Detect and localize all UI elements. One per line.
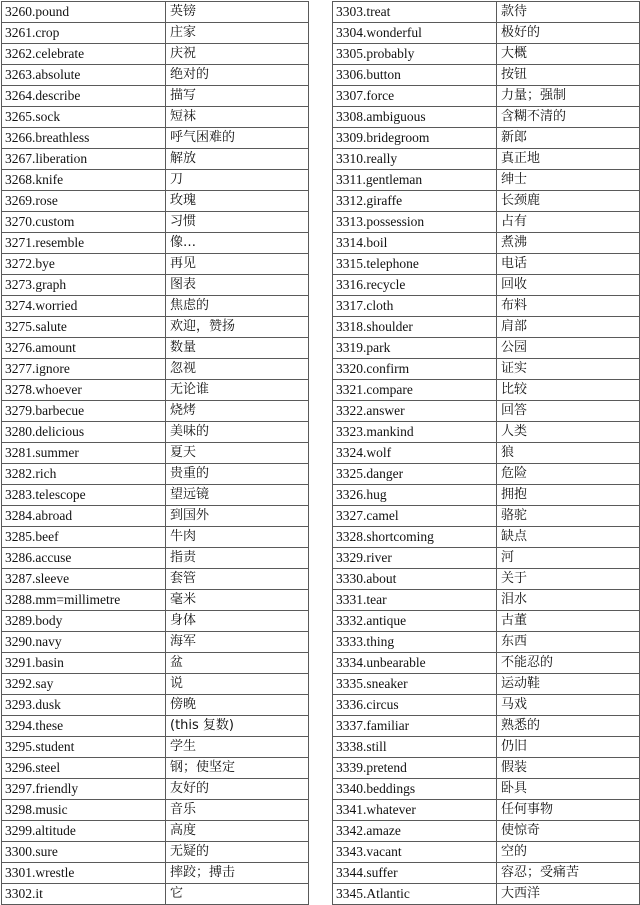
chinese-meaning-cell: 真正地 (497, 149, 640, 170)
chinese-meaning-cell: 骆驼 (497, 506, 640, 527)
vocab-table-right-body (333, 2, 640, 905)
chinese-meaning-cell: 数量 (166, 338, 309, 359)
english-word-cell: 3345.Atlantic (333, 884, 497, 905)
english-word-cell: 3312.giraffe (333, 191, 497, 212)
english-word-cell: 3290.navy (2, 632, 166, 653)
vocab-row (333, 863, 640, 884)
chinese-meaning-cell: 煮沸 (497, 233, 640, 254)
chinese-meaning-cell: 狼 (497, 443, 640, 464)
vocab-row (333, 737, 640, 758)
english-word-cell: 3324.wolf (333, 443, 497, 464)
vocab-table-left-body (2, 2, 309, 905)
chinese-meaning-cell: 描写 (166, 86, 309, 107)
english-word-cell: 3275.salute (2, 317, 166, 338)
vocab-row (333, 254, 640, 275)
vocab-row (333, 401, 640, 422)
vocab-row (333, 275, 640, 296)
english-word-cell: 3300.sure (2, 842, 166, 863)
english-word-cell: 3302.it (2, 884, 166, 905)
chinese-meaning-cell: 占有 (497, 212, 640, 233)
vocab-row (2, 2, 309, 23)
vocab-row (333, 464, 640, 485)
vocab-row (2, 275, 309, 296)
english-word-cell: 3286.accuse (2, 548, 166, 569)
chinese-meaning-cell: 证实 (497, 359, 640, 380)
vocab-row (2, 233, 309, 254)
chinese-meaning-cell: 傍晚 (166, 695, 309, 716)
vocab-row (333, 380, 640, 401)
english-word-cell: 3313.possession (333, 212, 497, 233)
vocab-row (2, 107, 309, 128)
english-word-cell: 3278.whoever (2, 380, 166, 401)
chinese-meaning-cell: 古董 (497, 611, 640, 632)
english-word-cell: 3337.familiar (333, 716, 497, 737)
english-word-cell: 3261.crop (2, 23, 166, 44)
vocab-row (2, 254, 309, 275)
english-word-cell: 3279.barbecue (2, 401, 166, 422)
english-word-cell: 3292.say (2, 674, 166, 695)
english-word-cell: 3307.force (333, 86, 497, 107)
english-word-cell: 3327.camel (333, 506, 497, 527)
vocab-row (2, 527, 309, 548)
english-word-cell: 3296.steel (2, 758, 166, 779)
english-word-cell: 3317.cloth (333, 296, 497, 317)
english-word-cell: 3325.danger (333, 464, 497, 485)
chinese-meaning-cell: 像… (166, 233, 309, 254)
vocab-row (333, 317, 640, 338)
vocab-row (2, 758, 309, 779)
chinese-meaning-cell: 海军 (166, 632, 309, 653)
vocab-row (333, 107, 640, 128)
vocab-row (2, 548, 309, 569)
vocab-row (2, 296, 309, 317)
chinese-meaning-cell: 音乐 (166, 800, 309, 821)
vocab-row (333, 359, 640, 380)
chinese-meaning-cell: 含糊不清的 (497, 107, 640, 128)
english-word-cell: 3344.suffer (333, 863, 497, 884)
chinese-meaning-cell: 运动鞋 (497, 674, 640, 695)
english-word-cell: 3297.friendly (2, 779, 166, 800)
english-word-cell: 3301.wrestle (2, 863, 166, 884)
vocab-row (2, 632, 309, 653)
english-word-cell: 3329.river (333, 548, 497, 569)
vocab-row (2, 506, 309, 527)
english-word-cell: 3270.custom (2, 212, 166, 233)
english-word-cell: 3287.sleeve (2, 569, 166, 590)
chinese-meaning-cell: 卧具 (497, 779, 640, 800)
english-word-cell: 3272.bye (2, 254, 166, 275)
vocab-row (333, 191, 640, 212)
vocab-row (2, 86, 309, 107)
english-word-cell: 3280.delicious (2, 422, 166, 443)
vocab-row (2, 863, 309, 884)
english-word-cell: 3265.sock (2, 107, 166, 128)
english-word-cell: 3276.amount (2, 338, 166, 359)
vocab-table-right (332, 1, 640, 905)
chinese-meaning-cell: 套管 (166, 569, 309, 590)
chinese-meaning-cell: 使惊奇 (497, 821, 640, 842)
chinese-meaning-cell: 缺点 (497, 527, 640, 548)
vocab-row (2, 611, 309, 632)
chinese-meaning-cell: 摔跤；搏击 (166, 863, 309, 884)
chinese-meaning-cell: 人类 (497, 422, 640, 443)
chinese-meaning-cell: 欢迎，赞扬 (166, 317, 309, 338)
chinese-meaning-cell: 忽视 (166, 359, 309, 380)
chinese-meaning-cell: 肩部 (497, 317, 640, 338)
english-word-cell: 3283.telescope (2, 485, 166, 506)
vocab-row (333, 128, 640, 149)
vocab-row (333, 611, 640, 632)
english-word-cell: 3277.ignore (2, 359, 166, 380)
english-word-cell: 3271.resemble (2, 233, 166, 254)
chinese-meaning-cell: 习惯 (166, 212, 309, 233)
chinese-meaning-cell: 河 (497, 548, 640, 569)
chinese-meaning-cell: 空的 (497, 842, 640, 863)
english-word-cell: 3339.pretend (333, 758, 497, 779)
chinese-meaning-cell: 贵重的 (166, 464, 309, 485)
chinese-meaning-cell: 指责 (166, 548, 309, 569)
vocab-row (333, 233, 640, 254)
chinese-meaning-cell: 假装 (497, 758, 640, 779)
vocab-row (333, 443, 640, 464)
chinese-meaning-cell: 公园 (497, 338, 640, 359)
chinese-meaning-cell: 图表 (166, 275, 309, 296)
chinese-meaning-cell: 焦虑的 (166, 296, 309, 317)
vocab-table-left (1, 1, 309, 905)
vocab-row (333, 149, 640, 170)
chinese-meaning-cell: 无论谁 (166, 380, 309, 401)
english-word-cell: 3343.vacant (333, 842, 497, 863)
chinese-meaning-cell: 身体 (166, 611, 309, 632)
english-word-cell: 3295.student (2, 737, 166, 758)
vocab-row (333, 569, 640, 590)
chinese-meaning-cell: 牛肉 (166, 527, 309, 548)
chinese-meaning-cell: 说 (166, 674, 309, 695)
english-word-cell: 3310.really (333, 149, 497, 170)
english-word-cell: 3322.answer (333, 401, 497, 422)
english-word-cell: 3266.breathless (2, 128, 166, 149)
vocab-row (333, 338, 640, 359)
chinese-meaning-cell: 力量；强制 (497, 86, 640, 107)
english-word-cell: 3320.confirm (333, 359, 497, 380)
english-word-cell: 3311.gentleman (333, 170, 497, 191)
vocab-row (333, 653, 640, 674)
vocab-row (333, 674, 640, 695)
vocab-row (333, 527, 640, 548)
english-word-cell: 3305.probably (333, 44, 497, 65)
vocab-row (333, 212, 640, 233)
chinese-meaning-cell: 刀 (166, 170, 309, 191)
vocab-row (2, 338, 309, 359)
english-word-cell: 3289.body (2, 611, 166, 632)
chinese-meaning-cell: 任何事物 (497, 800, 640, 821)
vocab-row (2, 212, 309, 233)
chinese-meaning-cell: 无疑的 (166, 842, 309, 863)
vocab-row (333, 485, 640, 506)
vocab-row (333, 716, 640, 737)
english-word-cell: 3260.pound (2, 2, 166, 23)
vocab-row (2, 779, 309, 800)
vocab-row (2, 884, 309, 905)
chinese-meaning-cell: 熟悉的 (497, 716, 640, 737)
chinese-meaning-cell: 款待 (497, 2, 640, 23)
vocab-row (333, 44, 640, 65)
english-word-cell: 3326.hug (333, 485, 497, 506)
english-word-cell: 3306.button (333, 65, 497, 86)
chinese-meaning-cell: (this 复数) (166, 716, 309, 737)
english-word-cell: 3342.amaze (333, 821, 497, 842)
english-word-cell: 3319.park (333, 338, 497, 359)
chinese-meaning-cell: 友好的 (166, 779, 309, 800)
chinese-meaning-cell: 夏天 (166, 443, 309, 464)
vocab-row (2, 443, 309, 464)
chinese-meaning-cell: 极好的 (497, 23, 640, 44)
vocab-row (2, 128, 309, 149)
english-word-cell: 3314.boil (333, 233, 497, 254)
vocab-row (333, 170, 640, 191)
chinese-meaning-cell: 比较 (497, 380, 640, 401)
english-word-cell: 3340.beddings (333, 779, 497, 800)
chinese-meaning-cell: 容忍；受痛苦 (497, 863, 640, 884)
chinese-meaning-cell: 盆 (166, 653, 309, 674)
chinese-meaning-cell: 新郎 (497, 128, 640, 149)
english-word-cell: 3332.antique (333, 611, 497, 632)
english-word-cell: 3285.beef (2, 527, 166, 548)
english-word-cell: 3341.whatever (333, 800, 497, 821)
english-word-cell: 3273.graph (2, 275, 166, 296)
english-word-cell: 3333.thing (333, 632, 497, 653)
vocab-row (2, 800, 309, 821)
chinese-meaning-cell: 泪水 (497, 590, 640, 611)
english-word-cell: 3328.shortcoming (333, 527, 497, 548)
chinese-meaning-cell: 不能忍的 (497, 653, 640, 674)
vocab-row (333, 884, 640, 905)
vocab-row (333, 23, 640, 44)
vocab-row (333, 800, 640, 821)
english-word-cell: 3284.abroad (2, 506, 166, 527)
vocab-row (2, 317, 309, 338)
english-word-cell: 3334.unbearable (333, 653, 497, 674)
english-word-cell: 3288.mm=millimetre (2, 590, 166, 611)
vocab-row (2, 380, 309, 401)
vocab-row (2, 569, 309, 590)
english-word-cell: 3262.celebrate (2, 44, 166, 65)
english-word-cell: 3274.worried (2, 296, 166, 317)
chinese-meaning-cell: 再见 (166, 254, 309, 275)
vocab-row (333, 779, 640, 800)
vocab-row (2, 401, 309, 422)
chinese-meaning-cell: 绅士 (497, 170, 640, 191)
vocab-row (333, 506, 640, 527)
chinese-meaning-cell: 大西洋 (497, 884, 640, 905)
chinese-meaning-cell: 长颈鹿 (497, 191, 640, 212)
chinese-meaning-cell: 呼气困难的 (166, 128, 309, 149)
english-word-cell: 3336.circus (333, 695, 497, 716)
vocab-row (2, 821, 309, 842)
vocab-row (333, 695, 640, 716)
english-word-cell: 3308.ambiguous (333, 107, 497, 128)
chinese-meaning-cell: 美味的 (166, 422, 309, 443)
vocab-row (2, 674, 309, 695)
chinese-meaning-cell: 危险 (497, 464, 640, 485)
chinese-meaning-cell: 拥抱 (497, 485, 640, 506)
english-word-cell: 3294.these (2, 716, 166, 737)
vocab-row (333, 2, 640, 23)
english-word-cell: 3267.liberation (2, 149, 166, 170)
chinese-meaning-cell: 回收 (497, 275, 640, 296)
vocab-row (2, 716, 309, 737)
chinese-meaning-cell: 高度 (166, 821, 309, 842)
vocab-row (2, 842, 309, 863)
vocab-row (2, 695, 309, 716)
english-word-cell: 3298.music (2, 800, 166, 821)
chinese-meaning-cell: 望远镜 (166, 485, 309, 506)
vocab-row (333, 296, 640, 317)
chinese-meaning-cell: 短袜 (166, 107, 309, 128)
chinese-meaning-cell: 毫米 (166, 590, 309, 611)
chinese-meaning-cell: 玫瑰 (166, 191, 309, 212)
chinese-meaning-cell: 英镑 (166, 2, 309, 23)
vocab-row (2, 464, 309, 485)
english-word-cell: 3321.compare (333, 380, 497, 401)
vocab-row (2, 590, 309, 611)
vocab-row (2, 485, 309, 506)
english-word-cell: 3315.telephone (333, 254, 497, 275)
vocab-row (333, 758, 640, 779)
chinese-meaning-cell: 钢；使坚定 (166, 758, 309, 779)
vocab-row (2, 65, 309, 86)
vocab-row (2, 149, 309, 170)
english-word-cell: 3303.treat (333, 2, 497, 23)
english-word-cell: 3291.basin (2, 653, 166, 674)
vocab-row (2, 23, 309, 44)
chinese-meaning-cell: 电话 (497, 254, 640, 275)
vocab-row (333, 65, 640, 86)
vocab-row (333, 590, 640, 611)
english-word-cell: 3282.rich (2, 464, 166, 485)
english-word-cell: 3330.about (333, 569, 497, 590)
english-word-cell: 3264.describe (2, 86, 166, 107)
chinese-meaning-cell: 东西 (497, 632, 640, 653)
vocab-row (333, 842, 640, 863)
chinese-meaning-cell: 按钮 (497, 65, 640, 86)
vocab-row (333, 821, 640, 842)
english-word-cell: 3335.sneaker (333, 674, 497, 695)
vocab-row (2, 359, 309, 380)
vocab-row (2, 422, 309, 443)
english-word-cell: 3331.tear (333, 590, 497, 611)
english-word-cell: 3338.still (333, 737, 497, 758)
english-word-cell: 3268.knife (2, 170, 166, 191)
chinese-meaning-cell: 学生 (166, 737, 309, 758)
chinese-meaning-cell: 仍旧 (497, 737, 640, 758)
chinese-meaning-cell: 关于 (497, 569, 640, 590)
english-word-cell: 3293.dusk (2, 695, 166, 716)
english-word-cell: 3309.bridegroom (333, 128, 497, 149)
english-word-cell: 3318.shoulder (333, 317, 497, 338)
chinese-meaning-cell: 烧烤 (166, 401, 309, 422)
english-word-cell: 3281.summer (2, 443, 166, 464)
chinese-meaning-cell: 大概 (497, 44, 640, 65)
chinese-meaning-cell: 马戏 (497, 695, 640, 716)
english-word-cell: 3299.altitude (2, 821, 166, 842)
vocab-row (2, 44, 309, 65)
vocab-row (333, 422, 640, 443)
vocab-row (2, 170, 309, 191)
vocab-row (333, 86, 640, 107)
chinese-meaning-cell: 庄家 (166, 23, 309, 44)
vocab-row (2, 191, 309, 212)
chinese-meaning-cell: 回答 (497, 401, 640, 422)
chinese-meaning-cell: 解放 (166, 149, 309, 170)
chinese-meaning-cell: 绝对的 (166, 65, 309, 86)
vocab-row (2, 653, 309, 674)
english-word-cell: 3316.recycle (333, 275, 497, 296)
english-word-cell: 3323.mankind (333, 422, 497, 443)
vocab-row (333, 548, 640, 569)
chinese-meaning-cell: 庆祝 (166, 44, 309, 65)
chinese-meaning-cell: 布料 (497, 296, 640, 317)
english-word-cell: 3269.rose (2, 191, 166, 212)
english-word-cell: 3304.wonderful (333, 23, 497, 44)
chinese-meaning-cell: 到国外 (166, 506, 309, 527)
chinese-meaning-cell: 它 (166, 884, 309, 905)
vocab-row (333, 632, 640, 653)
english-word-cell: 3263.absolute (2, 65, 166, 86)
vocab-row (2, 737, 309, 758)
